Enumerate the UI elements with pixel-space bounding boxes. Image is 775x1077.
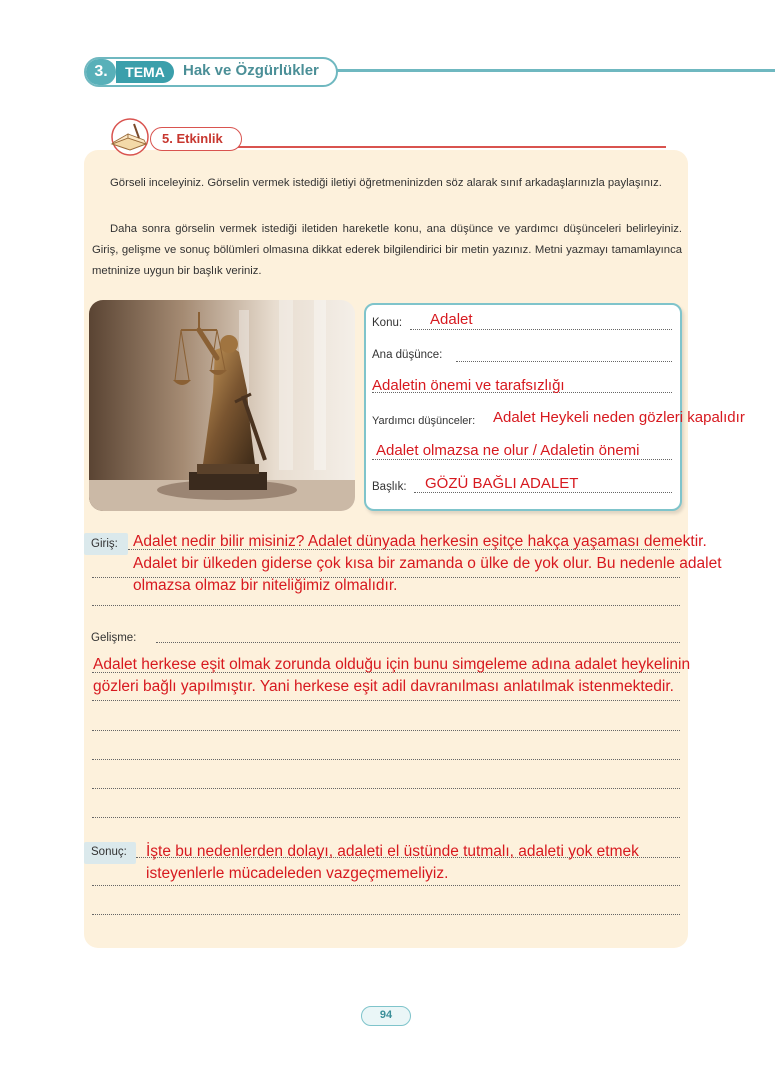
sonuc-line-2 (92, 885, 680, 886)
konu-answer[interactable]: Adalet (430, 311, 473, 328)
gelisme-line-5 (92, 759, 680, 760)
giris-text-1[interactable]: Adalet nedir bilir misiniz? Adalet dünyada herkesin eşitçe hakça yaşaması demektir. (133, 533, 707, 550)
giris-text-3[interactable]: olmazsa olmaz bir niteliğimiz olmalıdır. (133, 577, 398, 594)
baslik-answer[interactable]: GÖZÜ BAĞLI ADALET (425, 475, 579, 492)
yardimci-answer-2[interactable]: Adalet olmazsa ne olur / Adaletin önemi (376, 442, 640, 459)
sonuc-text-1[interactable]: İşte bu nedenlerden dolayı, adaleti el üstünde tutmalı, adaleti yok etmek (146, 843, 639, 860)
baslik-label: Başlık: (372, 481, 407, 493)
tema-label: TEMA (116, 61, 174, 83)
gelisme-text-2[interactable]: gözleri bağlı yapılmıştır. Yani herkese eşit adil davranılması anlatılmak istenmektedir. (93, 678, 674, 695)
ana-dusunce-label: Ana düşünce: (372, 349, 443, 361)
sonuc-line-3 (92, 914, 680, 915)
baslik-line (414, 492, 672, 493)
giris-label: Giriş: (91, 538, 118, 550)
open-book-icon (104, 116, 154, 156)
gelisme-label: Gelişme: (91, 632, 137, 644)
gelisme-line-1 (156, 642, 680, 643)
unit-number: 3. (86, 59, 116, 85)
activity-title: 5. Etkinlik (162, 131, 223, 146)
sonuc-text-2[interactable]: isteyenlerle mücadeleden vazgeçmemeliyiz. (146, 865, 449, 882)
lady-justice-photo (89, 300, 355, 511)
gelisme-line-6 (92, 788, 680, 789)
yardimci-answer-1[interactable]: Adalet Heykeli neden gözleri kapalıdır (493, 409, 745, 426)
giris-text-2[interactable]: Adalet bir ülkeden giderse çok kısa bir zamanda o ülke de yok olur. Bu nedenle adalet (133, 555, 722, 572)
ana-dusunce-line-1 (456, 361, 672, 362)
page-number: 94 (361, 1006, 411, 1026)
gelisme-line-7 (92, 817, 680, 818)
sonuc-label: Sonuç: (91, 846, 127, 858)
ana-dusunce-answer[interactable]: Adaletin önemi ve tarafsızlığı (372, 377, 565, 394)
gelisme-line-4 (92, 730, 680, 731)
yardimci-line-2 (372, 459, 672, 460)
instruction-paragraph-2: Daha sonra görselin vermek istediği iletiden hareketle konu, ana düşünce ve yardımcı düşünceleri belirleyiniz. Giriş, gelişme ve sonuç bölümleri olmasına dikkat ederek bilgilendirici bir metin yazınız. Metni yazmayı tamamlayınca metninize uygun bir başlık veriniz. (92, 223, 682, 277)
gelisme-line-3 (92, 700, 680, 701)
konu-label: Konu: (372, 317, 403, 329)
konu-line (410, 329, 672, 330)
giris-line-3 (92, 605, 680, 606)
yardimci-label: Yardımcı düşünceler: (372, 415, 476, 427)
unit-title: Hak ve Özgürlükler (183, 62, 319, 79)
header-rule (330, 69, 775, 72)
instruction-paragraph-1: Görseli inceleyiniz. Görselin vermek istediği iletiyi öğretmeninizden söz alarak sınıf arkadaşlarınızla paylaşınız. (110, 177, 662, 189)
gelisme-text-1[interactable]: Adalet herkese eşit olmak zorunda olduğu için bunu simgeleme adına adalet heykelinin (93, 656, 691, 673)
activity-rule (236, 146, 666, 148)
